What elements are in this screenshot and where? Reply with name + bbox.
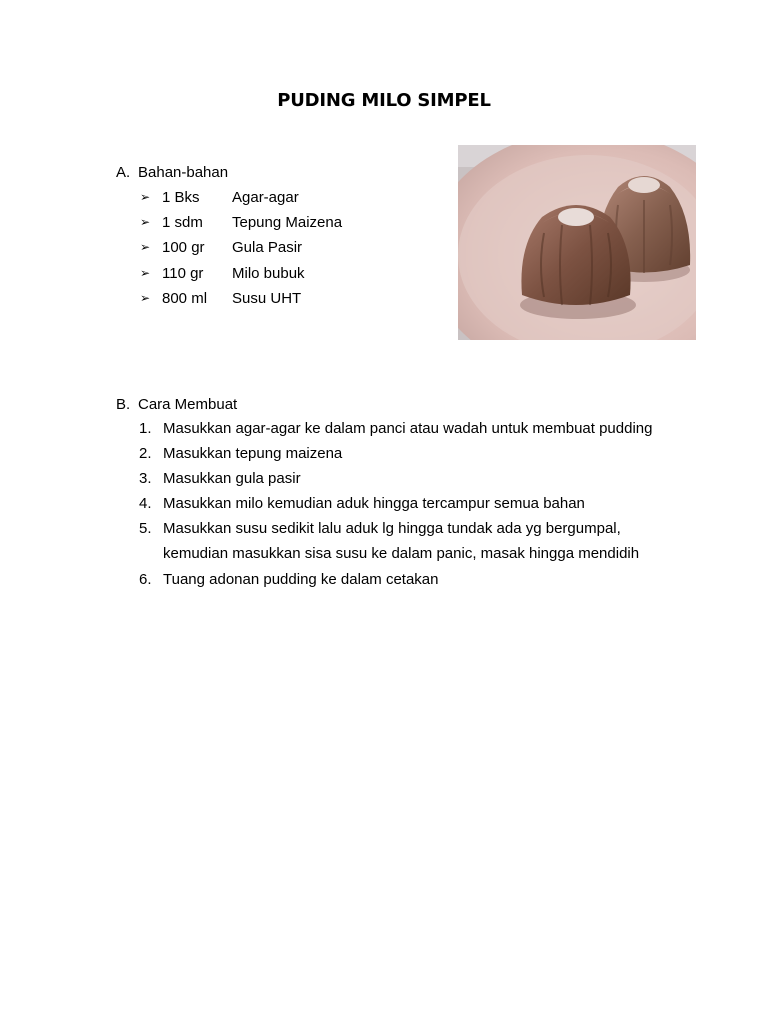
- step-item: [139, 567, 699, 592]
- step-number: 3.: [139, 470, 152, 487]
- step-item: [139, 416, 699, 441]
- step-text: Masukkan tepung maizena: [163, 445, 343, 462]
- ingredient-qty: 1 Bks: [162, 189, 200, 206]
- ingredient-qty: 100 gr: [162, 239, 205, 256]
- step-number: 5.: [139, 520, 152, 537]
- ingredient-qty: 110 gr: [162, 265, 204, 282]
- step-text: Masukkan susu sedikit lalu aduk lg hingga tundak ada yg bergumpal, kemudian masukkan sisa susu ke dalam panic, masak hingga mendidih: [163, 520, 640, 562]
- steps-heading-label: Cara Membuat: [138, 396, 238, 413]
- step-text: Masukkan agar-agar ke dalam panci atau wadah untuk membuat pudding: [163, 420, 653, 437]
- ingredient-name: Susu UHT: [232, 290, 302, 307]
- step-item: [139, 491, 699, 516]
- arrow-bullet-icon: ➢: [140, 215, 151, 229]
- arrow-bullet-icon: ➢: [140, 266, 151, 280]
- ingredient-name: Agar-agar: [232, 189, 299, 206]
- ingredient-name: Milo bubuk: [232, 265, 305, 282]
- ingredient-qty: 1 sdm: [162, 214, 203, 231]
- step-number: 6.: [139, 571, 152, 588]
- page-title: PUDING MILO SIMPEL: [277, 90, 491, 111]
- step-number: 1.: [139, 420, 152, 437]
- ingredients-heading: [116, 164, 228, 181]
- ingredients-marker: A.: [116, 164, 131, 181]
- ingredients-heading-label: Bahan-bahan: [138, 164, 229, 181]
- step-text: Masukkan gula pasir: [163, 470, 301, 487]
- ingredient-qty: 800 ml: [162, 290, 208, 307]
- step-text: Tuang adonan pudding ke dalam cetakan: [163, 571, 439, 588]
- pudding-photo-icon: [458, 145, 696, 340]
- ingredient-name: Gula Pasir: [232, 239, 303, 256]
- arrow-bullet-icon: ➢: [140, 190, 151, 204]
- steps-marker: B.: [116, 396, 131, 413]
- step-item: [139, 441, 699, 466]
- pudding-photo: [458, 145, 696, 340]
- step-item: [139, 466, 699, 491]
- arrow-bullet-icon: ➢: [140, 291, 151, 305]
- step-item: [139, 516, 669, 566]
- step-number: 2.: [139, 445, 152, 462]
- ingredient-name: Tepung Maizena: [232, 214, 343, 231]
- steps-heading: [116, 396, 237, 413]
- step-text: Masukkan milo kemudian aduk hingga tercampur semua bahan: [163, 495, 585, 512]
- step-number: 4.: [139, 495, 152, 512]
- arrow-bullet-icon: ➢: [140, 240, 151, 254]
